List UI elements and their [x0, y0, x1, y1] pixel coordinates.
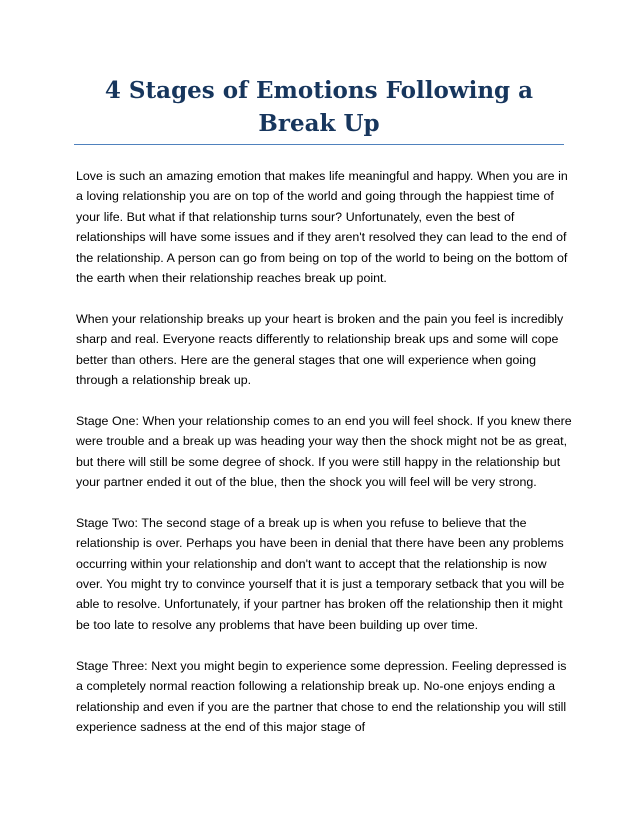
paragraph-overview: When your relationship breaks up your heart is broken and the pain you feel is incredibly sharp and real. Everyone reacts differently to relationship break ups and some will cope better than others. Here are the general stages that one will experience when going through a relationship break up. [76, 311, 564, 388]
title-divider [74, 144, 564, 145]
page-title: 4 Stages of Emotions Following a Break Up [104, 77, 534, 137]
paragraph-intro: Love is such an amazing emotion that makes life meaningful and happy. When you are in a loving relationship you are on top of the world and going through the happiest time of your life. But what if that relationship turns sour? Unfortunately, even the best of relationships will have some issues and if they aren't resolved they can lead to the end of the relationship. A person can go from being on top of the world to being on the bottom of the earth when their relationship reaches break up point. [76, 169, 568, 286]
paragraph-stage-three: Stage Three: Next you might begin to experience some depression. Feeling depressed is a completely normal reaction following a relationship break up. No-one enjoys ending a relationship and even if you are the partner that chose to end the relationship you will still experience sadness at the end of this major stage of [76, 658, 567, 734]
paragraph-stage-one: Stage One: When your relationship comes to an end you will feel shock. If you knew there were trouble and a break up was heading your way then the shock might not be as great, but there will still be some degree of shock. If you were still happy in the relationship but your partner ended it out of the blue, then the shock you will feel will be very strong. [76, 413, 572, 490]
paragraph-stage-two: Stage Two: The second stage of a break up is when you refuse to believe that the relationship is over. Perhaps you have been in denial that there have been any problems occurring within your relationship and don't want to accept that the relationship is now over. You might try to convince yourself that it is just a temporary setback that you will be able to resolve. Unfortunately, if your partner has broken off the relationship then it might be too late to resolve any problems that have been building up over time. [76, 515, 565, 632]
document-body [76, 166, 572, 758]
